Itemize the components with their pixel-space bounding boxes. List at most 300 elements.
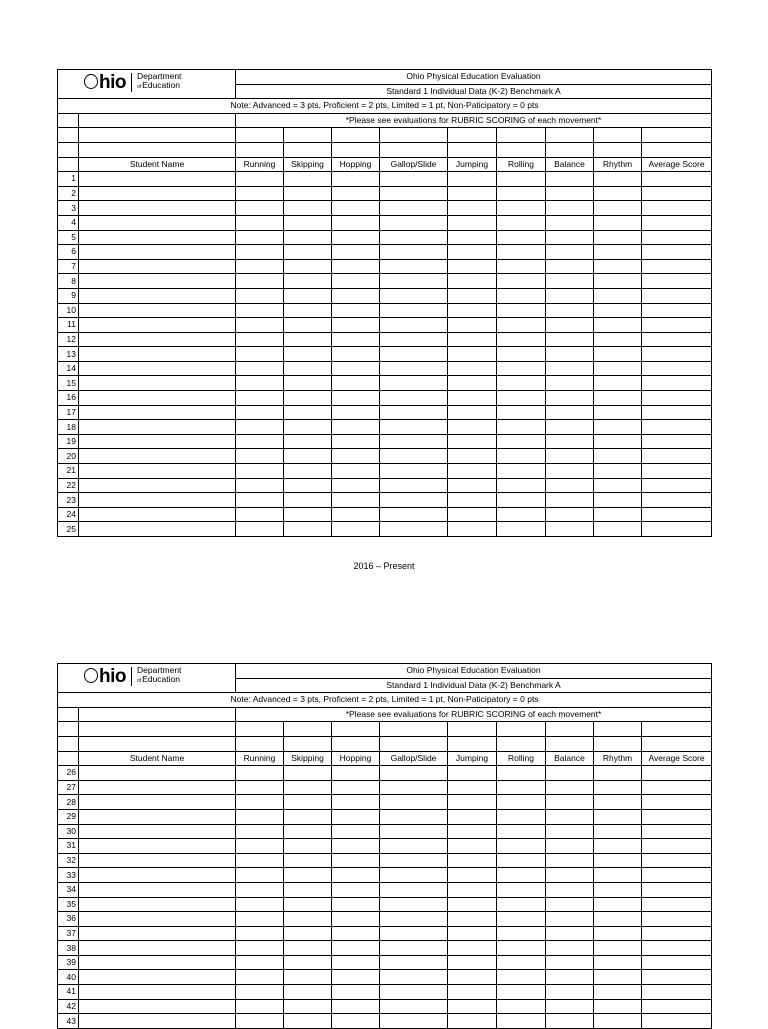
score-cell[interactable] [79,507,236,522]
score-cell[interactable] [546,985,594,1000]
score-cell[interactable] [594,522,642,537]
score-cell[interactable] [79,926,236,941]
score-cell[interactable] [448,259,497,274]
score-cell[interactable] [546,215,594,230]
score-cell[interactable] [332,347,380,362]
score-cell[interactable] [380,303,448,318]
score-cell[interactable] [380,507,448,522]
score-cell[interactable] [332,897,380,912]
score-cell[interactable] [497,897,546,912]
score-cell[interactable] [332,839,380,854]
score-cell[interactable] [284,274,332,289]
score-cell[interactable] [79,172,236,187]
score-cell[interactable] [79,274,236,289]
score-cell[interactable] [332,303,380,318]
score-cell[interactable] [236,766,284,781]
score-cell[interactable] [594,897,642,912]
score-cell[interactable] [497,449,546,464]
score-cell[interactable] [642,868,712,883]
score-cell[interactable] [284,391,332,406]
score-cell[interactable] [236,318,284,333]
score-cell[interactable] [380,434,448,449]
score-cell[interactable] [284,420,332,435]
score-cell[interactable] [642,912,712,927]
score-cell[interactable] [284,347,332,362]
score-cell[interactable] [642,941,712,956]
score-cell[interactable] [332,245,380,260]
score-cell[interactable] [448,201,497,216]
score-cell[interactable] [448,795,497,810]
score-cell[interactable] [332,259,380,274]
score-cell[interactable] [79,955,236,970]
score-cell[interactable] [79,999,236,1014]
score-cell[interactable] [642,230,712,245]
score-cell[interactable] [546,259,594,274]
score-cell[interactable] [546,941,594,956]
score-cell[interactable] [332,766,380,781]
score-cell[interactable] [236,868,284,883]
score-cell[interactable] [236,361,284,376]
score-cell[interactable] [546,434,594,449]
score-cell[interactable] [642,172,712,187]
score-cell[interactable] [380,853,448,868]
score-cell[interactable] [236,941,284,956]
score-cell[interactable] [380,780,448,795]
score-cell[interactable] [236,795,284,810]
score-cell[interactable] [546,868,594,883]
score-cell[interactable] [497,318,546,333]
score-cell[interactable] [594,434,642,449]
score-cell[interactable] [642,420,712,435]
score-cell[interactable] [380,839,448,854]
score-cell[interactable] [497,970,546,985]
score-cell[interactable] [79,303,236,318]
score-cell[interactable] [380,493,448,508]
score-cell[interactable] [236,853,284,868]
score-cell[interactable] [642,288,712,303]
score-cell[interactable] [497,839,546,854]
score-cell[interactable] [642,215,712,230]
score-cell[interactable] [642,274,712,289]
score-cell[interactable] [546,449,594,464]
score-cell[interactable] [448,999,497,1014]
score-cell[interactable] [448,434,497,449]
score-cell[interactable] [332,332,380,347]
score-cell[interactable] [448,1014,497,1029]
score-cell[interactable] [284,303,332,318]
score-cell[interactable] [332,464,380,479]
score-cell[interactable] [497,201,546,216]
score-cell[interactable] [546,274,594,289]
score-cell[interactable] [546,376,594,391]
score-cell[interactable] [594,868,642,883]
score-cell[interactable] [594,391,642,406]
score-cell[interactable] [332,201,380,216]
score-cell[interactable] [546,493,594,508]
score-cell[interactable] [380,274,448,289]
score-cell[interactable] [380,405,448,420]
score-cell[interactable] [236,303,284,318]
score-cell[interactable] [380,478,448,493]
score-cell[interactable] [380,288,448,303]
score-cell[interactable] [284,999,332,1014]
score-cell[interactable] [284,361,332,376]
score-cell[interactable] [79,897,236,912]
score-cell[interactable] [546,999,594,1014]
score-cell[interactable] [497,1014,546,1029]
score-cell[interactable] [79,318,236,333]
score-cell[interactable] [594,245,642,260]
score-cell[interactable] [380,215,448,230]
score-cell[interactable] [79,347,236,362]
score-cell[interactable] [546,405,594,420]
score-cell[interactable] [236,464,284,479]
score-cell[interactable] [448,839,497,854]
score-cell[interactable] [497,882,546,897]
score-cell[interactable] [497,824,546,839]
score-cell[interactable] [79,288,236,303]
score-cell[interactable] [448,926,497,941]
score-cell[interactable] [642,999,712,1014]
score-cell[interactable] [236,882,284,897]
score-cell[interactable] [79,868,236,883]
score-cell[interactable] [594,493,642,508]
score-cell[interactable] [594,839,642,854]
score-cell[interactable] [497,288,546,303]
score-cell[interactable] [380,464,448,479]
score-cell[interactable] [642,478,712,493]
score-cell[interactable] [594,172,642,187]
score-cell[interactable] [79,522,236,537]
score-cell[interactable] [284,868,332,883]
score-cell[interactable] [236,1014,284,1029]
score-cell[interactable] [284,507,332,522]
score-cell[interactable] [380,376,448,391]
score-cell[interactable] [497,347,546,362]
score-cell[interactable] [236,897,284,912]
score-cell[interactable] [79,361,236,376]
score-cell[interactable] [284,434,332,449]
score-cell[interactable] [332,230,380,245]
score-cell[interactable] [236,955,284,970]
score-cell[interactable] [284,926,332,941]
score-cell[interactable] [546,955,594,970]
score-cell[interactable] [332,361,380,376]
score-cell[interactable] [546,288,594,303]
score-cell[interactable] [284,955,332,970]
score-cell[interactable] [642,824,712,839]
score-cell[interactable] [642,897,712,912]
score-cell[interactable] [380,999,448,1014]
score-cell[interactable] [546,970,594,985]
score-cell[interactable] [546,420,594,435]
score-cell[interactable] [642,186,712,201]
score-cell[interactable] [642,795,712,810]
score-cell[interactable] [236,478,284,493]
score-cell[interactable] [497,507,546,522]
score-cell[interactable] [236,347,284,362]
score-cell[interactable] [236,780,284,795]
score-cell[interactable] [448,449,497,464]
score-cell[interactable] [236,172,284,187]
score-cell[interactable] [236,405,284,420]
score-cell[interactable] [380,868,448,883]
score-cell[interactable] [642,405,712,420]
score-cell[interactable] [448,478,497,493]
score-cell[interactable] [642,809,712,824]
score-cell[interactable] [79,245,236,260]
score-cell[interactable] [497,391,546,406]
score-cell[interactable] [380,347,448,362]
score-cell[interactable] [79,1014,236,1029]
score-cell[interactable] [284,522,332,537]
score-cell[interactable] [79,824,236,839]
score-cell[interactable] [642,391,712,406]
score-cell[interactable] [380,391,448,406]
score-cell[interactable] [448,941,497,956]
score-cell[interactable] [546,347,594,362]
score-cell[interactable] [594,478,642,493]
score-cell[interactable] [284,970,332,985]
score-cell[interactable] [642,303,712,318]
score-cell[interactable] [284,172,332,187]
score-cell[interactable] [642,376,712,391]
score-cell[interactable] [236,274,284,289]
score-cell[interactable] [448,853,497,868]
score-cell[interactable] [546,245,594,260]
score-cell[interactable] [448,245,497,260]
score-cell[interactable] [497,955,546,970]
score-cell[interactable] [546,809,594,824]
score-cell[interactable] [79,464,236,479]
score-cell[interactable] [642,839,712,854]
score-cell[interactable] [79,882,236,897]
score-cell[interactable] [380,926,448,941]
score-cell[interactable] [79,912,236,927]
score-cell[interactable] [546,230,594,245]
score-cell[interactable] [79,839,236,854]
score-cell[interactable] [448,361,497,376]
score-cell[interactable] [594,201,642,216]
score-cell[interactable] [448,493,497,508]
score-cell[interactable] [497,780,546,795]
score-cell[interactable] [332,493,380,508]
score-cell[interactable] [546,186,594,201]
score-cell[interactable] [448,186,497,201]
score-cell[interactable] [448,522,497,537]
score-cell[interactable] [236,259,284,274]
score-cell[interactable] [79,478,236,493]
score-cell[interactable] [448,824,497,839]
score-cell[interactable] [448,288,497,303]
score-cell[interactable] [79,449,236,464]
score-cell[interactable] [79,215,236,230]
score-cell[interactable] [594,795,642,810]
score-cell[interactable] [380,985,448,1000]
score-cell[interactable] [448,955,497,970]
score-cell[interactable] [380,882,448,897]
score-cell[interactable] [380,1014,448,1029]
score-cell[interactable] [497,999,546,1014]
score-cell[interactable] [332,985,380,1000]
score-cell[interactable] [546,1014,594,1029]
score-cell[interactable] [594,361,642,376]
score-cell[interactable] [546,912,594,927]
score-cell[interactable] [380,230,448,245]
score-cell[interactable] [236,215,284,230]
score-cell[interactable] [497,259,546,274]
score-cell[interactable] [448,391,497,406]
score-cell[interactable] [332,780,380,795]
score-cell[interactable] [284,376,332,391]
score-cell[interactable] [332,215,380,230]
score-cell[interactable] [332,824,380,839]
score-cell[interactable] [332,405,380,420]
score-cell[interactable] [332,376,380,391]
score-cell[interactable] [497,493,546,508]
score-cell[interactable] [79,391,236,406]
score-cell[interactable] [594,347,642,362]
score-cell[interactable] [284,449,332,464]
score-cell[interactable] [236,434,284,449]
score-cell[interactable] [497,303,546,318]
score-cell[interactable] [497,478,546,493]
score-cell[interactable] [448,172,497,187]
score-cell[interactable] [380,449,448,464]
score-cell[interactable] [332,288,380,303]
score-cell[interactable] [642,434,712,449]
score-cell[interactable] [497,420,546,435]
score-cell[interactable] [284,288,332,303]
score-cell[interactable] [448,274,497,289]
score-cell[interactable] [594,288,642,303]
score-cell[interactable] [236,970,284,985]
score-cell[interactable] [380,941,448,956]
score-cell[interactable] [236,507,284,522]
score-cell[interactable] [79,809,236,824]
score-cell[interactable] [546,391,594,406]
score-cell[interactable] [448,912,497,927]
score-cell[interactable] [546,507,594,522]
score-cell[interactable] [594,259,642,274]
score-cell[interactable] [497,464,546,479]
score-cell[interactable] [497,809,546,824]
score-cell[interactable] [332,172,380,187]
score-cell[interactable] [497,361,546,376]
score-cell[interactable] [79,795,236,810]
score-cell[interactable] [546,926,594,941]
score-cell[interactable] [594,853,642,868]
score-cell[interactable] [497,186,546,201]
score-cell[interactable] [594,376,642,391]
score-cell[interactable] [448,868,497,883]
score-cell[interactable] [284,780,332,795]
score-cell[interactable] [594,912,642,927]
score-cell[interactable] [642,985,712,1000]
score-cell[interactable] [236,420,284,435]
score-cell[interactable] [642,332,712,347]
score-cell[interactable] [642,318,712,333]
score-cell[interactable] [332,318,380,333]
score-cell[interactable] [546,795,594,810]
score-cell[interactable] [448,780,497,795]
score-cell[interactable] [497,868,546,883]
score-cell[interactable] [448,897,497,912]
score-cell[interactable] [236,332,284,347]
score-cell[interactable] [497,985,546,1000]
score-cell[interactable] [448,405,497,420]
score-cell[interactable] [546,522,594,537]
score-cell[interactable] [594,780,642,795]
score-cell[interactable] [497,912,546,927]
score-cell[interactable] [642,780,712,795]
score-cell[interactable] [236,201,284,216]
score-cell[interactable] [594,230,642,245]
score-cell[interactable] [284,245,332,260]
score-cell[interactable] [284,824,332,839]
score-cell[interactable] [546,361,594,376]
score-cell[interactable] [497,941,546,956]
score-cell[interactable] [594,1014,642,1029]
score-cell[interactable] [284,882,332,897]
score-cell[interactable] [284,1014,332,1029]
score-cell[interactable] [380,809,448,824]
score-cell[interactable] [284,795,332,810]
score-cell[interactable] [546,824,594,839]
score-cell[interactable] [448,376,497,391]
score-cell[interactable] [448,332,497,347]
score-cell[interactable] [332,434,380,449]
score-cell[interactable] [236,449,284,464]
score-cell[interactable] [497,215,546,230]
score-cell[interactable] [284,201,332,216]
score-cell[interactable] [380,259,448,274]
score-cell[interactable] [546,839,594,854]
score-cell[interactable] [594,507,642,522]
score-cell[interactable] [380,186,448,201]
score-cell[interactable] [79,853,236,868]
score-cell[interactable] [642,449,712,464]
score-cell[interactable] [284,259,332,274]
score-cell[interactable] [332,912,380,927]
score-cell[interactable] [284,230,332,245]
score-cell[interactable] [332,274,380,289]
score-cell[interactable] [448,464,497,479]
score-cell[interactable] [284,405,332,420]
score-cell[interactable] [284,766,332,781]
score-cell[interactable] [284,809,332,824]
score-cell[interactable] [79,230,236,245]
score-cell[interactable] [284,493,332,508]
score-cell[interactable] [594,420,642,435]
score-cell[interactable] [380,318,448,333]
score-cell[interactable] [380,912,448,927]
score-cell[interactable] [594,882,642,897]
score-cell[interactable] [642,926,712,941]
score-cell[interactable] [236,493,284,508]
score-cell[interactable] [380,420,448,435]
score-cell[interactable] [236,985,284,1000]
score-cell[interactable] [79,985,236,1000]
score-cell[interactable] [642,766,712,781]
score-cell[interactable] [332,507,380,522]
score-cell[interactable] [79,405,236,420]
score-cell[interactable] [332,853,380,868]
score-cell[interactable] [546,201,594,216]
score-cell[interactable] [79,259,236,274]
score-cell[interactable] [497,434,546,449]
score-cell[interactable] [448,766,497,781]
